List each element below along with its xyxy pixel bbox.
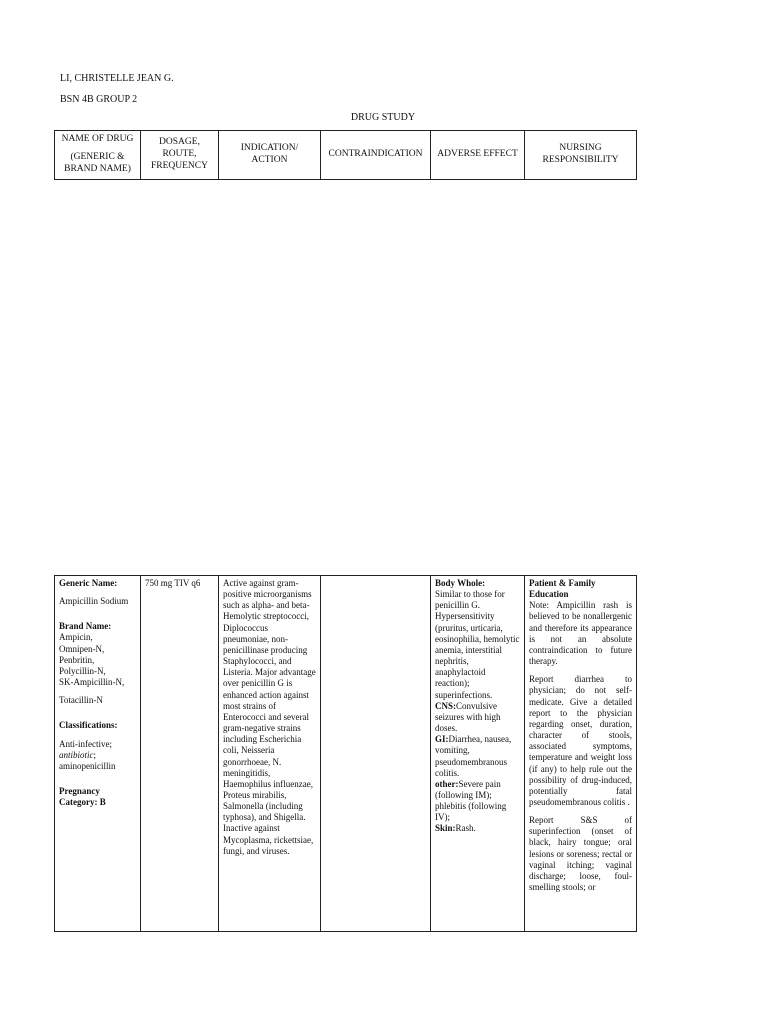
document-title-text: DRUG STUDY <box>350 112 416 123</box>
classification-line: Anti-infective; <box>59 738 112 749</box>
generic-name-value: Ampicillin Sodium <box>59 596 129 607</box>
nursing-heading: Patient & Family Education <box>529 578 596 600</box>
header-name-line2: (GENERIC & BRAND NAME) <box>64 152 131 174</box>
brand-name-item: Polycillin-N, <box>59 665 106 676</box>
adverse-cns-label: CNS: <box>435 700 457 711</box>
adverse-body-label: Body Whole: <box>435 578 486 588</box>
student-name: LI, CHRISTELLE JEAN G. <box>60 73 174 84</box>
adverse-skin-label: Skin: <box>435 823 456 834</box>
header-indication: INDICATION/ ACTION <box>219 131 321 180</box>
cell-adverse-effect <box>431 576 525 932</box>
adverse-other <box>435 779 520 824</box>
classification-line: aminopenicillin <box>59 760 116 771</box>
adverse-other-label: other: <box>435 778 459 789</box>
adverse-gi-text: Diarrhea, nausea, vomiting, pseudomembranous colitis. <box>435 734 512 778</box>
header-nursing-responsibility: NURSING RESPONSIBILITY <box>525 131 637 180</box>
brand-name-item: Ampicin, <box>59 632 93 643</box>
brand-name-item: SK-Ampicillin-N, <box>59 677 125 688</box>
header-adverse-effect: ADVERSE EFFECT <box>431 131 525 180</box>
adverse-cns <box>435 701 520 734</box>
brand-name-label: Brand Name: <box>59 621 112 632</box>
brand-name-item: Penbritin, <box>59 654 95 665</box>
adverse-skin <box>435 823 520 834</box>
brand-name-item: Omnipen-N, <box>59 643 105 654</box>
header-name-line1: NAME OF DRUG <box>61 134 134 145</box>
drug-study-header-table <box>54 130 637 180</box>
header-dosage: DOSAGE, ROUTE, FREQUENCY <box>141 131 219 180</box>
document-title <box>0 112 768 123</box>
dosage-text: 750 mg TIV q6 <box>145 578 201 588</box>
classification-line <box>59 750 136 761</box>
nursing-paragraph: Report S&S of superinfection (onset of black, hairy tongue; oral lesions or soreness; rectal or vaginal itching; vaginal discharge; loose, foul-smelling stools; or <box>529 815 632 893</box>
classifications-label: Classifications: <box>59 720 118 731</box>
drug-row <box>55 576 637 932</box>
classification-suffix: ; <box>93 749 97 760</box>
cell-indication <box>219 576 321 932</box>
header-row <box>55 131 637 180</box>
nursing-paragraph: Report diarrhea to physician; do not self-medicate. Give a detailed report to the physician regarding onset, duration, character of stools, associated symptoms, temperature and weight loss (if any) to help rule out the possibility of drug-induced, potentially fatal pseudomembranous colitis . <box>529 674 632 807</box>
student-group: BSN 4B GROUP 2 <box>60 94 138 105</box>
nursing-paragraph: Note: Ampicillin rash is believed to be nonallergenic and therefore its appearance is not an absolute contraindication to future therapy. <box>529 600 632 667</box>
adverse-cns-text: Convulsive seizures with high doses. <box>435 700 501 734</box>
generic-name-label: Generic Name: <box>59 578 118 588</box>
header-contraindication: CONTRAINDICATION <box>321 131 431 180</box>
header-name-of-drug <box>55 131 141 180</box>
brand-name-item: Totacillin-N <box>59 695 103 706</box>
classification-italic: antibiotic <box>59 749 94 760</box>
pregnancy-category: Category: B <box>59 797 106 808</box>
cell-nursing-responsibility <box>525 576 637 932</box>
cell-contraindication <box>321 576 431 932</box>
drug-study-body-table <box>54 575 637 932</box>
adverse-other-text: Severe pain (following IM); phlebitis (following IV); <box>435 778 507 823</box>
cell-dosage <box>141 576 219 932</box>
adverse-skin-text: Rash. <box>455 823 476 834</box>
indication-text: Active against gram-positive microorganisms such as alpha- and beta-Hemolytic streptococci, Diplococcus pneumoniae, non-penicillinase producing Staphylococci, and Listeria. Major advantage over penicillin G is enhanced action against most strains of Enterococci and several gram-negative strains including Escherichia coli, Neisseria gonorrhoeae, N. meningitidis, Haemophilus influenzae, Proteus mirabilis, Salmonella (including typhosa), and Shigella. Inactive against Mycoplasma, rickettsiae, fungi, and viruses. <box>223 578 316 856</box>
adverse-body <box>435 578 520 701</box>
adverse-gi <box>435 734 520 779</box>
adverse-gi-label: GI: <box>435 734 449 745</box>
pregnancy-label: Pregnancy <box>59 786 100 797</box>
adverse-body-text: Similar to those for penicillin G. Hypersensitivity (pruritus, urticaria, eosinophilia, hemolytic anemia, interstitial nephritis, anaphylactoid reaction); superinfections. <box>435 589 520 700</box>
cell-drug-name <box>55 576 141 932</box>
